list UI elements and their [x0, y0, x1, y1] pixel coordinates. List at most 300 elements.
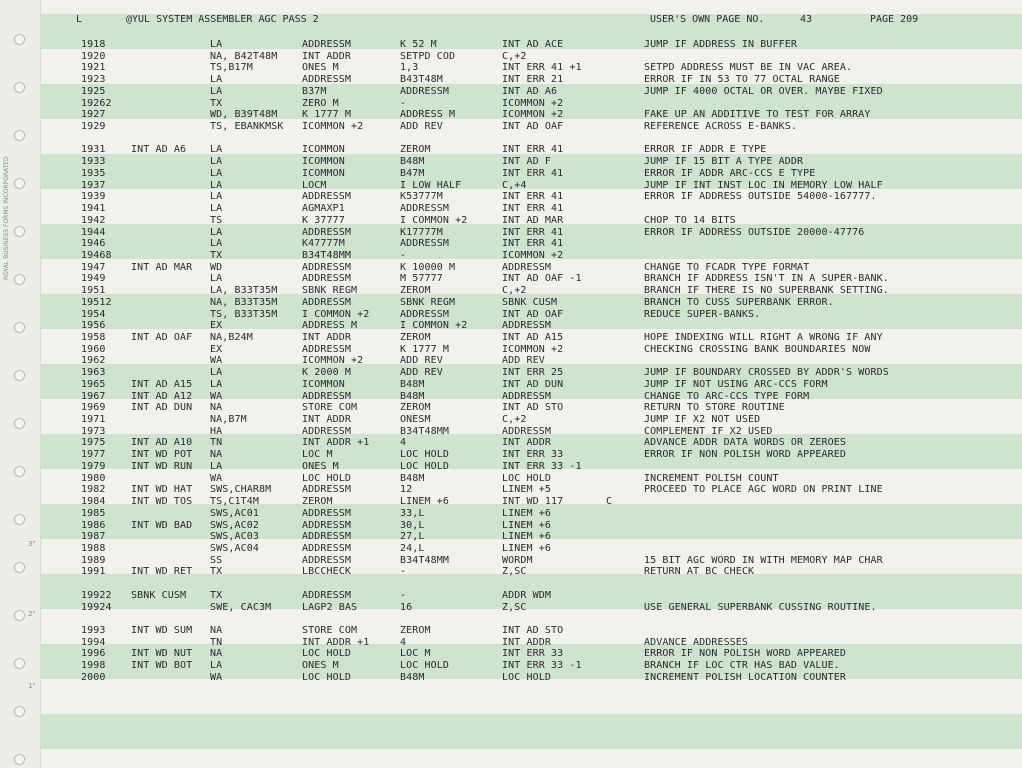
operand-1: LOC HOLD — [302, 648, 351, 660]
listing-line — [40, 484, 1022, 496]
operand-3: INT AD OAF — [502, 121, 564, 133]
comment: BRANCH IF LOC CTR HAS BAD VALUE. — [644, 660, 840, 672]
operand-3: LINEM +5 — [502, 484, 551, 496]
opcode: TN — [210, 636, 223, 648]
operand-2: ZEROM — [400, 402, 431, 414]
operand-1: ICOMMON — [302, 378, 345, 390]
line-number: 19922 — [81, 589, 112, 601]
operand-3: INT ERR 25 — [502, 367, 564, 379]
comment: REDUCE SUPER-BANKS. — [644, 308, 761, 320]
opcode: SWS,AC03 — [210, 531, 259, 543]
listing-line — [40, 449, 1022, 461]
line-number: 1975 — [81, 437, 106, 449]
line-number: 1962 — [81, 355, 106, 367]
operand-3: ADDRESSM — [502, 425, 551, 437]
operand-2: - — [400, 566, 407, 578]
operand-2: K 52 M — [400, 39, 437, 50]
operand-2: B48M — [400, 378, 425, 390]
comment: ADVANCE ADDR DATA WORDS OR ZEROES — [644, 437, 846, 449]
operand-3: ICOMMON +2 — [502, 343, 564, 355]
opcode: SWS,AC01 — [210, 507, 259, 519]
opcode: SWS,AC02 — [210, 519, 259, 531]
listing-line — [40, 555, 1022, 567]
listing-line — [40, 62, 1022, 74]
operand-3: INT WD 117 — [502, 496, 564, 508]
operand-1: ADDRESSM — [302, 507, 351, 519]
listing-line — [40, 203, 1022, 215]
operand-2: LOC HOLD — [400, 660, 449, 672]
operand-3: WORDM — [502, 554, 533, 566]
operand-3: INT AD A6 — [502, 85, 558, 97]
listing-line — [40, 578, 1022, 590]
line-number: 1984 — [81, 496, 106, 508]
opcode: TS — [210, 214, 223, 226]
operand-2: ADDRESSM — [400, 308, 449, 320]
statement-label: INT WD POT — [131, 449, 193, 461]
listing-line — [40, 590, 1022, 602]
operand-3: LOC HOLD — [502, 671, 551, 683]
feed-hole — [14, 370, 25, 381]
opcode: SWE, CAC3M — [210, 601, 272, 613]
listing-line — [40, 250, 1022, 262]
line-number: 1963 — [81, 367, 106, 379]
comment: ERROR IF ADDR ARC-CCS E TYPE — [644, 167, 816, 179]
listing-line — [40, 672, 1022, 684]
operand-2: 27,L — [400, 531, 425, 543]
operand-3: C,+4 — [502, 179, 527, 191]
line-number: 1986 — [81, 519, 106, 531]
operand-2: I COMMON +2 — [400, 320, 468, 332]
operand-2: K 1777 M — [400, 343, 449, 355]
opcode: NA — [210, 402, 223, 414]
operand-3: INT ERR 41 — [502, 226, 564, 238]
operand-1: ADDRESSM — [302, 191, 351, 203]
listing-line — [40, 660, 1022, 672]
comment: COMPLEMENT IF X2 USED — [644, 425, 773, 437]
listing-line — [40, 51, 1022, 63]
form-vendor-imprint: ROYAL BUSINESS FORMS INCORPORATED — [3, 156, 10, 280]
operand-1: INT ADDR +1 — [302, 636, 370, 648]
feed-hole — [14, 658, 25, 669]
statement-label: INT AD A6 — [131, 144, 187, 156]
line-number: 1977 — [81, 449, 106, 461]
comment: SETPD ADDRESS MUST BE IN VAC AREA. — [644, 62, 853, 74]
opcode: WD — [210, 261, 223, 273]
comment: INCREMENT POLISH COUNT — [644, 472, 779, 484]
comment: RETURN AT BC CHECK — [644, 566, 755, 578]
listing-line — [40, 320, 1022, 332]
operand-1: ADDRESS M — [302, 320, 358, 332]
opcode: WA — [210, 671, 223, 683]
opcode: HA — [210, 425, 223, 437]
operand-2: ADDRESSM — [400, 85, 449, 97]
comment: JUMP IF BOUNDARY CROSSED BY ADDR'S WORDS — [644, 367, 889, 379]
header-mark: L — [76, 14, 83, 25]
line-number: 1939 — [81, 191, 106, 203]
operand-1: INT ADDR — [302, 414, 351, 426]
comment: CHOP TO 14 BITS — [644, 214, 736, 226]
opcode: LA — [210, 191, 223, 203]
statement-label: INT WD SUM — [131, 625, 193, 636]
comment: ERROR IF ADDR E TYPE — [644, 144, 767, 156]
feed-hole — [14, 514, 25, 525]
operand-1: ADDRESSM — [302, 226, 351, 238]
line-number: 1991 — [81, 566, 106, 578]
line-number: 1967 — [81, 390, 106, 402]
line-number: 1951 — [81, 285, 106, 297]
line-number: 1987 — [81, 531, 106, 543]
listing-line — [40, 86, 1022, 98]
line-number: 1994 — [81, 636, 106, 648]
opcode: WA — [210, 390, 223, 402]
operand-2: K 10000 M — [400, 261, 456, 273]
operand-3: INT ERR 41 — [502, 191, 564, 203]
operand-2: B43T48M — [400, 74, 443, 86]
listing-line — [40, 391, 1022, 403]
line-number: 1956 — [81, 320, 106, 332]
opcode: TX — [210, 249, 223, 261]
listing-line — [40, 109, 1022, 121]
operand-1: INT ADDR — [302, 50, 351, 62]
feed-hole — [14, 562, 25, 573]
listing-line — [40, 98, 1022, 110]
operand-2: LOC M — [400, 648, 431, 660]
page-header — [40, 14, 1022, 28]
listing-line — [40, 402, 1022, 414]
opcode: LA — [210, 156, 223, 168]
operand-1: B34T48MM — [302, 249, 351, 261]
operand-2: - — [400, 249, 407, 261]
opcode: EX — [210, 320, 223, 332]
tractor-feed-strip — [0, 0, 41, 768]
operand-1: LOC HOLD — [302, 671, 351, 683]
comment: INCREMENT POLISH LOCATION COUNTER — [644, 671, 846, 683]
listing-line — [40, 566, 1022, 578]
listing-line — [40, 344, 1022, 356]
opcode: LA — [210, 144, 223, 156]
comment: ADVANCE ADDRESSES — [644, 636, 749, 648]
operand-3: INT ERR 41 — [502, 144, 564, 156]
operand-2: SETPD COD — [400, 50, 456, 62]
opcode: TN — [210, 437, 223, 449]
operand-1: ZEROM — [302, 496, 333, 508]
statement-label: INT WD NUT — [131, 648, 193, 660]
line-number: 1993 — [81, 625, 106, 636]
line-number: 1927 — [81, 109, 106, 121]
comment: FAKE UP AN ADDITIVE TO TEST FOR ARRAY — [644, 109, 871, 121]
listing-line — [40, 379, 1022, 391]
listing-line — [40, 637, 1022, 649]
line-number: 19512 — [81, 296, 112, 308]
comment: HOPE INDEXING WILL RIGHT A WRONG IF ANY — [644, 332, 883, 343]
line-number: 2000 — [81, 671, 106, 683]
operand-2: - — [400, 589, 407, 601]
operand-3: INT ERR 33 -1 — [502, 660, 582, 672]
operand-3: LINEM +6 — [502, 519, 551, 531]
listing-line — [40, 144, 1022, 156]
operand-3: C,+2 — [502, 50, 527, 62]
opcode: LA, B33T35M — [210, 285, 278, 297]
line-number: 1918 — [81, 39, 106, 50]
statement-label: INT AD OAF — [131, 332, 193, 343]
line-number: 1944 — [81, 226, 106, 238]
opcode: TX — [210, 589, 223, 601]
listing-line — [40, 531, 1022, 543]
line-number: 1973 — [81, 425, 106, 437]
feed-hole — [14, 418, 25, 429]
comment: 15 BIT AGC WORD IN WITH MEMORY MAP CHAR — [644, 554, 883, 566]
feed-hole — [14, 130, 25, 141]
opcode: TS, B33T35M — [210, 308, 278, 320]
operand-3: INT ADDR — [502, 437, 551, 449]
line-number: 1969 — [81, 402, 106, 414]
line-number: 1949 — [81, 273, 106, 285]
operand-3: ICOMMON +2 — [502, 109, 564, 121]
line-number: 1980 — [81, 472, 106, 484]
operand-3: INT ERR 41 — [502, 167, 564, 179]
operand-2: 4 — [400, 636, 407, 648]
feed-hole — [14, 178, 25, 189]
comment: JUMP IF ADDRESS IN BUFFER — [644, 39, 798, 50]
opcode: SWS,AC04 — [210, 542, 259, 554]
line-number: 1985 — [81, 507, 106, 519]
opcode: LA — [210, 378, 223, 390]
operand-1: ADDRESSM — [302, 74, 351, 86]
operand-3: Z,SC — [502, 601, 527, 613]
listing-line — [40, 367, 1022, 379]
line-number: 1989 — [81, 554, 106, 566]
operand-1: ADDRESSM — [302, 273, 351, 285]
line-number: 1947 — [81, 261, 106, 273]
opcode: NA,B7M — [210, 414, 247, 426]
operand-1: STORE COM — [302, 402, 358, 414]
listing-line — [40, 262, 1022, 274]
operand-2: ADD REV — [400, 355, 443, 367]
operand-2: B48M — [400, 472, 425, 484]
listing-line — [40, 133, 1022, 145]
line-number: 1958 — [81, 332, 106, 343]
operand-1: SBNK REGM — [302, 285, 358, 297]
feed-hole — [14, 466, 25, 477]
line-number: 1998 — [81, 660, 106, 672]
opcode: LA — [210, 167, 223, 179]
feed-hole — [14, 34, 25, 45]
listing-line — [40, 180, 1022, 192]
listing-line — [40, 543, 1022, 555]
statement-label: INT AD MAR — [131, 261, 193, 273]
operand-3: INT ERR 33 -1 — [502, 460, 582, 472]
operand-1: LOC HOLD — [302, 472, 351, 484]
user-page-number: 43 — [800, 14, 813, 25]
operand-3: INT AD STO — [502, 402, 564, 414]
operand-1: LOC M — [302, 449, 333, 461]
statement-label: INT WD HAT — [131, 484, 193, 496]
operand-1: ADDRESSM — [302, 425, 351, 437]
operand-2: B34T48MM — [400, 425, 449, 437]
operand-2: 12 — [400, 484, 413, 496]
greenbar-stripe — [40, 714, 1022, 749]
listing-line — [40, 121, 1022, 133]
listing-line — [40, 437, 1022, 449]
operand-1: I COMMON +2 — [302, 308, 370, 320]
feed-hole — [14, 754, 25, 765]
operand-1: LOCM — [302, 179, 327, 191]
inch-mark: 1" — [28, 682, 36, 690]
opcode: NA,B24M — [210, 332, 253, 343]
operand-1: ADDRESSM — [302, 542, 351, 554]
operand-1: ADDRESSM — [302, 296, 351, 308]
line-number: 1935 — [81, 167, 106, 179]
listing-line — [40, 414, 1022, 426]
operand-2: K17777M — [400, 226, 443, 238]
operand-2: ZEROM — [400, 144, 431, 156]
operand-3: INT ADDR — [502, 636, 551, 648]
operand-2: ADDRESS M — [400, 109, 456, 121]
line-number: 1923 — [81, 74, 106, 86]
statement-label: INT AD A15 — [131, 378, 193, 390]
operand-3: Z,SC — [502, 566, 527, 578]
listing-line — [40, 39, 1022, 51]
comment: BRANCH TO CUSS SUPERBANK ERROR. — [644, 296, 834, 308]
comment: CHECKING CROSSING BANK BOUNDARIES NOW — [644, 343, 871, 355]
listing-line — [40, 496, 1022, 508]
operand-3: INT AD DUN — [502, 378, 564, 390]
operand-1: ADDRESSM — [302, 343, 351, 355]
opcode: NA — [210, 625, 223, 636]
comment: ERROR IF ADDRESS OUTSIDE 20000-47776 — [644, 226, 865, 238]
comment: ERROR IF NON POLISH WORD APPEARED — [644, 648, 846, 660]
operand-3: LOC HOLD — [502, 472, 551, 484]
operand-3: INT ERR 21 — [502, 74, 564, 86]
opcode: LA — [210, 367, 223, 379]
operand-2: ADDRESSM — [400, 203, 449, 215]
operand-1: B37M — [302, 85, 327, 97]
operand-2: B48M — [400, 390, 425, 402]
line-number: 1971 — [81, 414, 106, 426]
line-number: 1925 — [81, 85, 106, 97]
operand-1: K 1777 M — [302, 109, 351, 121]
opcode: LA — [210, 203, 223, 215]
line-number: 1921 — [81, 62, 106, 74]
opcode: SS — [210, 554, 223, 566]
operand-1: ONES M — [302, 62, 339, 74]
listing-line — [40, 473, 1022, 485]
operand-2: LINEM +6 — [400, 496, 449, 508]
listing-line — [40, 191, 1022, 203]
comment: ERROR IF IN 53 TO 77 OCTAL RANGE — [644, 74, 840, 86]
opcode: SWS,CHAR8M — [210, 484, 272, 496]
operand-1: ADDRESSM — [302, 531, 351, 543]
comment: USE GENERAL SUPERBANK CUSSING ROUTINE. — [644, 601, 877, 613]
line-number: 1931 — [81, 144, 106, 156]
operand-1: ICOMMON — [302, 144, 345, 156]
operand-2: K53777M — [400, 191, 443, 203]
opcode: WA — [210, 472, 223, 484]
listing-line — [40, 238, 1022, 250]
opcode: NA, B42T48M — [210, 50, 278, 62]
opcode: NA — [210, 648, 223, 660]
listing-line — [40, 520, 1022, 532]
line-number: 1988 — [81, 542, 106, 554]
operand-3: INT ERR 41 — [502, 238, 564, 250]
statement-label: INT WD RUN — [131, 460, 193, 472]
operand-2: B48M — [400, 156, 425, 168]
operand-3: INT AD ACE — [502, 39, 564, 50]
line-number: 1933 — [81, 156, 106, 168]
operand-1: ADDRESSM — [302, 589, 351, 601]
listing-line — [40, 156, 1022, 168]
opcode: LA — [210, 460, 223, 472]
line-number: 19924 — [81, 601, 112, 613]
line-number: 1941 — [81, 203, 106, 215]
feed-hole — [14, 226, 25, 237]
operand-3: LINEM +6 — [502, 507, 551, 519]
comment: PROCEED TO PLACE AGC WORD ON PRINT LINE — [644, 484, 883, 496]
listing-line — [40, 227, 1022, 239]
operand-2: ZEROM — [400, 625, 431, 636]
operand-1: ADDRESSM — [302, 554, 351, 566]
operand-3: LINEM +6 — [502, 542, 551, 554]
opcode: NA, B33T35M — [210, 296, 278, 308]
comment: ERROR IF ADDRESS OUTSIDE 54000-167777. — [644, 191, 877, 203]
operand-1: ADDRESSM — [302, 39, 351, 50]
line-number: 1982 — [81, 484, 106, 496]
line-number: 1965 — [81, 378, 106, 390]
feed-hole — [14, 274, 25, 285]
feed-hole — [14, 82, 25, 93]
listing-line — [40, 355, 1022, 367]
operand-2: SBNK REGM — [400, 296, 456, 308]
operand-3: INT ERR 41 +1 — [502, 62, 582, 74]
comment: ERROR IF NON POLISH WORD APPEARED — [644, 449, 846, 461]
opcode: LA — [210, 39, 223, 50]
listing-line — [40, 602, 1022, 614]
operand-1: LAGP2 BAS — [302, 601, 358, 613]
opcode: TS, EBANKMSK — [210, 121, 284, 133]
operand-2: B48M — [400, 671, 425, 683]
operand-3: LINEM +6 — [502, 531, 551, 543]
opcode: WD, B39T48M — [210, 109, 278, 121]
operand-2: B34T48MM — [400, 554, 449, 566]
listing-line — [40, 215, 1022, 227]
listing-line — [40, 285, 1022, 297]
operand-3: ICOMMON +2 — [502, 97, 564, 109]
inch-mark: 3" — [28, 540, 36, 548]
operand-3: INT AD OAF — [502, 308, 564, 320]
operand-2: LOC HOLD — [400, 449, 449, 461]
operand-3: INT AD OAF -1 — [502, 273, 582, 285]
opcode: TX — [210, 97, 223, 109]
operand-3: ADDRESSM — [502, 390, 551, 402]
opcode: TS,B17M — [210, 62, 253, 74]
line-number: 19262 — [81, 97, 112, 109]
operand-2: 1,3 — [400, 62, 419, 74]
opcode: TS,C1T4M — [210, 496, 259, 508]
operand-1: INT ADDR +1 — [302, 437, 370, 449]
operand-2: LOC HOLD — [400, 460, 449, 472]
feed-hole — [14, 706, 25, 717]
opcode: WA — [210, 355, 223, 367]
opcode: LA — [210, 660, 223, 672]
opcode: EX — [210, 343, 223, 355]
opcode: TX — [210, 566, 223, 578]
listing-line — [40, 648, 1022, 660]
operand-1: ADDRESSM — [302, 390, 351, 402]
operand-3: INT AD MAR — [502, 214, 564, 226]
comment: JUMP IF NOT USING ARC-CCS FORM — [644, 378, 828, 390]
operand-1: ICOMMON +2 — [302, 355, 364, 367]
opcode: LA — [210, 226, 223, 238]
